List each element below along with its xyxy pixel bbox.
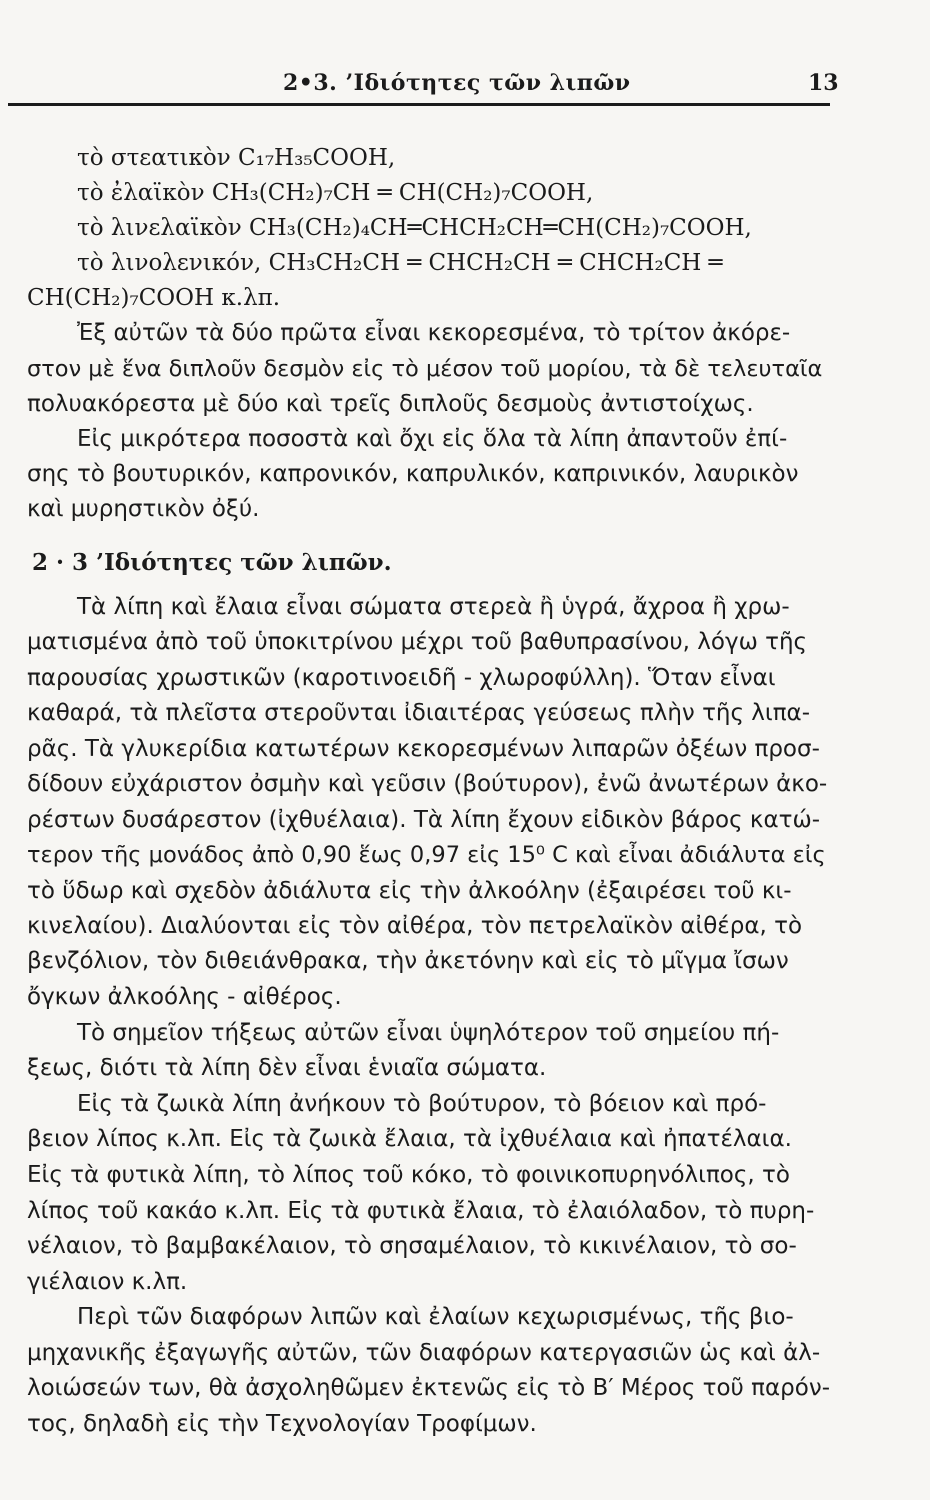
paragraph-line: νέλαιον, τὸ βαμβακέλαιον, τὸ σησαμέλαιον, τὸ κικινέλαιον, τὸ σο-: [27, 1233, 797, 1259]
paragraph-line: κινελαίου). Διαλύονται εἰς τὸν αἰθέρα, τὸν πετρελαϊκὸν αἰθέρα, τὸ: [27, 913, 803, 939]
paragraph-line: ὄγκων ἀλκοόλης - αἰθέρος.: [27, 984, 342, 1010]
paragraph-line: βειον λίπος κ.λπ. Εἰς τὰ ζωικὰ ἔλαια, τὰ ἰχθυέλαια καὶ ἠπατέλαια.: [27, 1126, 792, 1152]
paragraph-line: Τὰ λίπη καὶ ἔλαια εἶναι σώματα στερεὰ ἢ ὑγρά, ἄχροα ἢ χρω-: [77, 594, 790, 620]
paragraph-line: γιέλαιον κ.λπ.: [27, 1269, 188, 1295]
paragraph-line: λίπος τοῦ κακάο κ.λπ. Εἰς τὰ φυτικὰ ἔλαια, τὸ ἐλαιόλαδον, τὸ πυρη-: [27, 1198, 815, 1224]
paragraph-line: τὸ ὕδωρ καὶ σχεδὸν ἀδιάλυτα εἰς τὴν ἀλκοόλην (ἐξαιρέσει τοῦ κι-: [27, 878, 792, 904]
page-header: [0, 0, 930, 110]
paragraph-line: Περὶ τῶν διαφόρων λιπῶν καὶ ἐλαίων κεχωρισμένως, τῆς βιο-: [77, 1304, 794, 1330]
formula-line: CH(CH₂)₇COOH κ.λπ.: [27, 285, 281, 311]
paragraph-line: ρέστων δυσάρεστον (ἰχθυέλαια). Τὰ λίπη ἔχουν εἰδικὸν βάρος κατώ-: [27, 807, 821, 833]
paragraph-line: Εἰς μικρότερα ποσοστὰ καὶ ὄχι εἰς ὅλα τὰ λίπη ἀπαντοῦν ἐπί-: [77, 426, 788, 452]
formula-line: τὸ λινολενικόν, CH₃CH₂CH ═ CHCH₂CH ═ CHCH₂CH ═: [77, 250, 723, 276]
paragraph-line: Εἰς τὰ ζωικὰ λίπη ἀνήκουν τὸ βούτυρον, τὸ βόειον καὶ πρό-: [77, 1091, 767, 1117]
page-number: 13: [808, 70, 839, 96]
paragraph-line: μηχανικῆς ἐξαγωγῆς αὐτῶν, τῶν διαφόρων κατεργασιῶν ὡς καὶ ἀλ-: [27, 1340, 821, 1366]
paragraph-line: λοιώσεών των, θὰ ἀσχοληθῶμεν ἐκτενῶς εἰς τὸ Β′ Μέρος τοῦ παρόν-: [27, 1375, 830, 1401]
paragraph-line: βενζόλιον, τὸν διθειάνθρακα, τὴν ἀκετόνην καὶ εἰς τὸ μῖγμα ἴσων: [27, 948, 789, 974]
paragraph-line: σης τὸ βουτυρικόν, καπρονικόν, καπρυλικόν, καπρινικόν, λαυρικὸν: [27, 461, 799, 487]
paragraph-line: Εἰς τὰ φυτικὰ λίπη, τὸ λίπος τοῦ κόκο, τὸ φοινικοπυρηνόλιπος, τὸ: [27, 1162, 790, 1188]
paragraph-line: Τὸ σημεῖον τήξεως αὐτῶν εἶναι ὑψηλότερον τοῦ σημείου πή-: [77, 1020, 780, 1046]
paragraph-line: Ἐξ αὐτῶν τὰ δύο πρῶτα εἶναι κεκορεσμένα, τὸ τρίτον ἀκόρε-: [77, 320, 791, 346]
paragraph-line: στον μὲ ἕνα διπλοῦν δεσμὸν εἰς τὸ μέσον τοῦ μορίου, τὰ δὲ τελευταῖα: [27, 356, 823, 382]
paragraph-line: παρουσίας χρωστικῶν (καροτινοειδῆ - χλωροφύλλη). Ὅταν εἶναι: [27, 665, 776, 691]
paragraph-line: καθαρά, τὰ πλεῖστα στεροῦνται ἰδιαιτέρας γεύσεως πλὴν τῆς λιπα-: [27, 700, 810, 726]
paragraph-line: ματισμένα ἀπὸ τοῦ ὑποκιτρίνου μέχρι τοῦ βαθυπρασίνου, λόγω τῆς: [27, 629, 808, 655]
paragraph-line: τος, δηλαδὴ εἰς τὴν Τεχνολογίαν Τροφίμων.: [27, 1411, 537, 1437]
running-title: 2•3. ’Ιδιότητες τῶν λιπῶν: [283, 70, 631, 96]
paragraph-line: ξεως, διότι τὰ λίπη δὲν εἶναι ἑνιαῖα σώματα.: [27, 1055, 547, 1081]
formula-line: τὸ στεατικὸν C₁₇H₃₅COOH,: [77, 145, 396, 171]
paragraph-line: καὶ μυρηστικὸν ὀξύ.: [27, 496, 260, 522]
header-rule: [8, 103, 830, 106]
section-heading: 2 · 3 ’Ιδιότητες τῶν λιπῶν.: [32, 549, 392, 576]
formula-line: τὸ ἐλαϊκὸν CH₃(CH₂)₇CH ═ CH(CH₂)₇COOH,: [77, 180, 594, 206]
formula-line: τὸ λινελαϊκὸν CH₃(CH₂)₄CH═CHCH₂CH═CH(CH₂)₇COOH,: [77, 215, 752, 241]
paragraph-line: πολυακόρεστα μὲ δύο καὶ τρεῖς διπλοῦς δεσμοὺς ἀντιστοίχως.: [27, 391, 754, 417]
paragraph-line: τερον τῆς μονάδος ἀπὸ 0,90 ἕως 0,97 εἰς 15⁰ C καὶ εἶναι ἀδιάλυτα εἰς: [27, 842, 826, 868]
paragraph-line: δίδουν εὐχάριστον ὀσμὴν καὶ γεῦσιν (βούτυρον), ἐνῶ ἀνωτέρων ἀκο-: [27, 771, 828, 797]
paragraph-line: ρᾶς. Τὰ γλυκερίδια κατωτέρων κεκορεσμένων λιπαρῶν ὀξέων προσ-: [27, 736, 820, 762]
